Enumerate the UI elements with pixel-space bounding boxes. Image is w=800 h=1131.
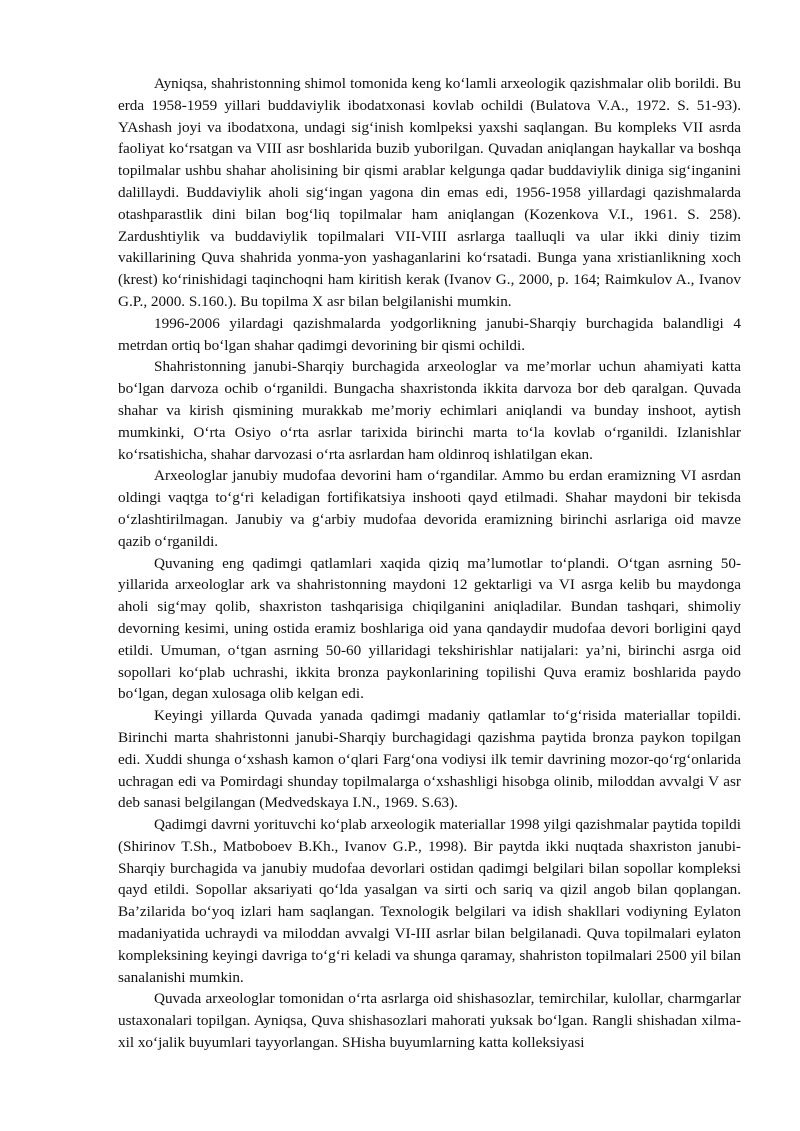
paragraph-buddhist-temple: Ayniqsa, shahristonning shimol tomonida keng koʻlamli arxeologik qazishmalar olib borildi. Bu erda 1958-1959 yillari buddaviylik ibodatxonasi kovlab ochildi (Bulatova V.A., 1972. S. 51-93). YAshash joyi va ibodatxona, undagi sigʻinish komlpeksi yaxshi saqlangan. Bu kompleks VII asrda faoliyat koʻrsatgan va VIII asr boshlarida buzib yuborilgan. Quvadan aniqlangan haykallar va boshqa topilmalar ushbu shahar aholisining bir qismi arablar kelgunga qadar buddaviylik diniga sigʻinganini dalillaydi. Buddaviylik aholi sigʻingan yagona din emas edi, 1956-1958 yillardagi qazishmalarda otashparastlik dini bilan bogʻliq topilmalar ham aniqlangan (Kozenkova V.I., 1961. S. 258). Zardushtiylik va buddaviylik topilmalari VII-VIII asrlarga taalluqli va ular ikki diniy tizim vakillarining Quva shahrida yonma-yon yashaganlarini koʻrsatadi. Bunga yana xristianlikning xoch (krest) koʻrinishidagi taqinchoqni ham kiritish kerak (Ivanov G., 2000, p. 164; Raimkulov A., Ivanov G.P., 2000. S.160.). Bu topilma X asr bilan belgilanishi mumkin.	[118, 75, 741, 310]
paragraph-bronze-arrowhead: Keyingi yillarda Quvada yanada qadimgi madaniy qatlamlar toʻgʻrisida materiallar topildi. Birinchi marta shahristonni janubi-Sharqiy burchagidagi qazishma paytida bronza paykon topilgan edi. Xuddi shunga oʻxshash kamon oʻqlari Fargʻona vodiysi ilk temir davrining mozor-qoʻrgʻonlarida uchragan edi va Pomirdagi shunday topilmalarga oʻxshashligi hisobga olinib, miloddan avvalgi V asr deb sanasi belgilangan (Medvedskaya I.N., 1969. S.63).	[118, 707, 741, 812]
paragraph-pottery-complex: Qadimgi davrni yorituvchi koʻplab arxeologik materiallar 1998 yilgi qazishmalar paytida topildi (Shirinov T.Sh., Matboboev B.Kh., Ivanov G.P., 1998). Bir paytda ikki nuqtada shaxriston janubi-Sharqiy burchagida va janubiy mudofaa devorlari ostidan qadimgi belgilari bilan sopollar kompleksi qayd etildi. Sopollar aksariyati qoʻlda yasalgan va sirti och sariq va qizil angob bilan qoplangan. Ba’zilarida boʻyoq izlari ham saqlangan. Texnologik belgilari va idish shakllari vodiyning Eylaton madaniyatida uchraydi va miloddan avvalgi VI-III asrlar bilan belgilanadi. Quva topilmalari eylaton kompleksining keyingi davriga toʻgʻri keladi va shunga qaramay, shahriston topilmalari 2500 yil bilan sanalanishi mumkin.	[118, 816, 741, 986]
document-page	[118, 73, 741, 1054]
paragraph-ancient-layers: Quvaning eng qadimgi qatlamlari xaqida qiziq ma’lumotlar toʻplandi. Oʻtgan asrning 50-yillarida arxeologlar ark va shahristonning maydoni 12 gektarligi va VI asrga kelib bu maydonga aholi sigʻmay qolib, shaxriston tashqarisiga chiqilganini aniqladilar. Bundan tashqari, shimoliy devorning kesimi, uning ostida eramiz boshlariga oid yana qandaydir mudofaa devori borligini qayd etildi. Umuman, oʻtgan asrning 50-60 yillaridagi tekshirishlar natijalari: ya’ni, birinchi asrga oid sopollari koʻplab uchrashi, ikkita bronza paykonlarining topilishi Quva eramiz boshlarida paydo boʻlgan, degan xulosaga olib kelgan edi.	[118, 554, 741, 703]
paragraph-southern-wall: Arxeologlar janubiy mudofaa devorini ham oʻrgandilar. Ammo bu erdan eramizning VI asrdan oldingi vaqtga toʻgʻri keladigan fortifikatsiya inshooti qayd etilmadi. Shahar maydoni bir tekisda oʻzlashtirilmagan. Janubiy va gʻarbiy mudofaa devorida eramizning birinchi asrlariga oid mavze qazib oʻrganildi.	[118, 467, 741, 550]
paragraph-city-gate: Shahristonning janubi-Sharqiy burchagida arxeologlar va me’morlar uchun ahamiyati katta boʻlgan darvoza ochib oʻrganildi. Bungacha shaxristonda ikkita darvoza bor deb qaralgan. Quvada shahar va kirish qismining murakkab me’moriy echimlari aniqlandi va bunday inshoot, aytish mumkinki, Oʻrta Osiyo oʻrta asrlar tarixida birinchi marta toʻla kovlab oʻrganildi. Izlanishlar koʻrsatishicha, shahar darvozasi oʻrta asrlardan ham oldinroq ishlatilgan ekan.	[118, 358, 741, 463]
paragraph-workshops: Quvada arxeologlar tomonidan oʻrta asrlarga oid shishasozlar, temirchilar, kulollar, charmgarlar ustaxonalari topilgan. Ayniqsa, Quva shishasozlari mahorati yuksak boʻlgan. Rangli shishadan xilma-xil xoʻjalik buyumlari tayyorlangan. SHisha buyumlarning katta kolleksiyasi	[118, 990, 741, 1052]
paragraph-city-wall: 1996-2006 yilardagi qazishmalarda yodgorlikning janubi-Sharqiy burchagida balandligi 4 metrdan ortiq boʻlgan shahar qadimgi devorining bir qismi ochildi.	[118, 314, 741, 354]
